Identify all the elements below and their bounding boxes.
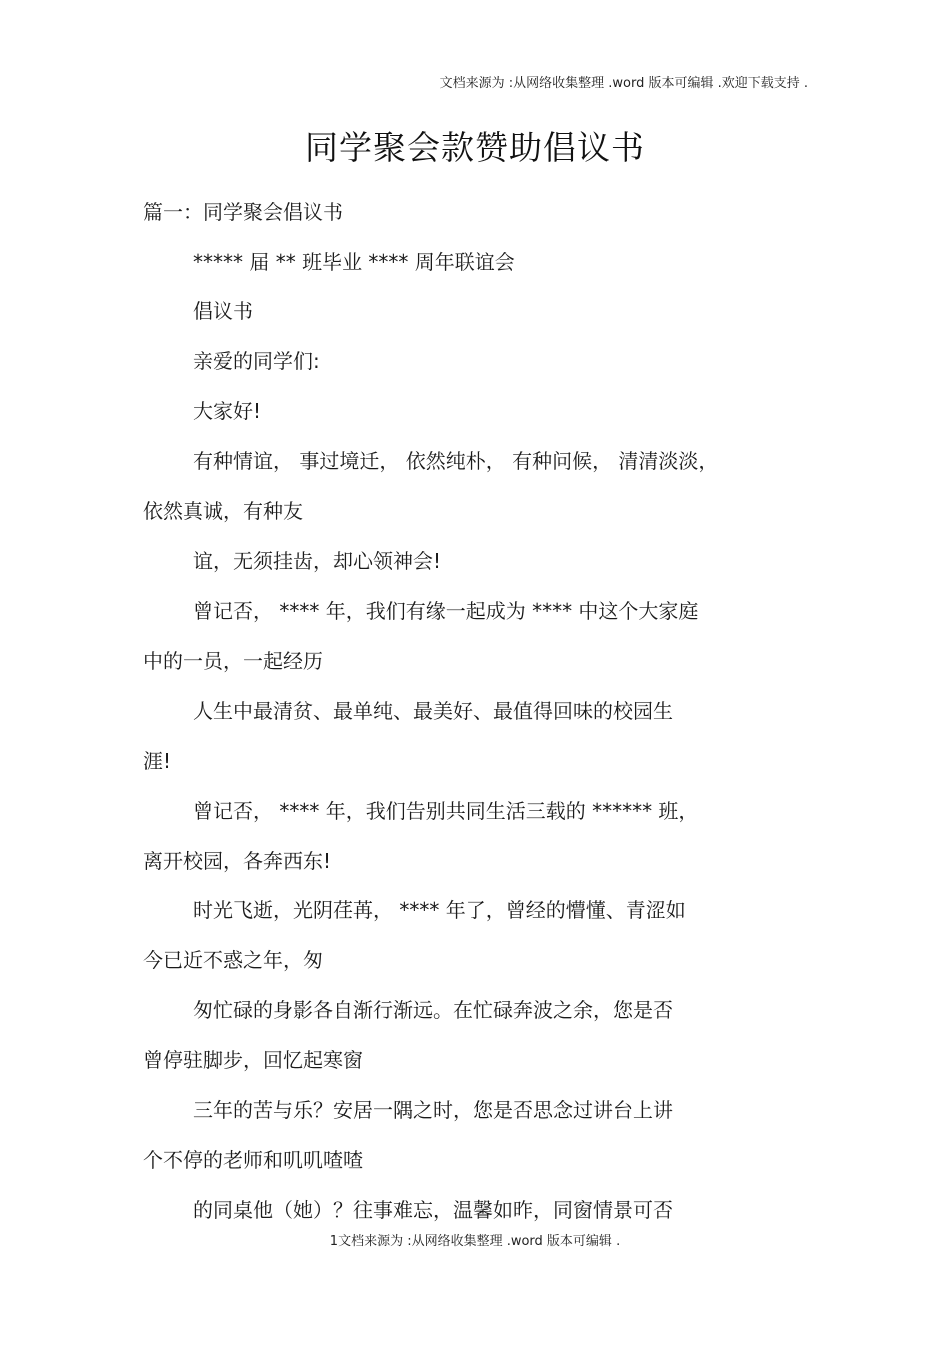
body-line: 中的一员，一起经历 xyxy=(143,649,323,673)
document-title: 同学聚会款赞助倡议书 xyxy=(305,128,645,167)
body-line: 曾停驻脚步，回忆起寒窗 xyxy=(143,1048,363,1072)
body-line: 三年的苦与乐？安居一隅之时，您是否思念过讲台上讲 xyxy=(193,1098,673,1122)
body-line: 大家好! xyxy=(193,399,262,423)
body-line: 个不停的老师和叽叽喳喳 xyxy=(143,1148,363,1172)
document-header-note: 文档来源为 :从网络收集整理 .word 版本可编辑 .欢迎下载支持 . xyxy=(439,76,808,91)
body-line: 涯! xyxy=(143,749,172,773)
body-line: 匆忙碌的身影各自渐行渐远。在忙碌奔波之余，您是否 xyxy=(193,998,673,1022)
body-line: 离开校园，各奔西东! xyxy=(143,849,332,873)
body-line: 倡议书 xyxy=(193,299,253,323)
body-line: ***** 届 ** 班毕业 **** 周年联谊会 xyxy=(193,250,515,274)
body-line: 谊，无须挂齿，却心领神会! xyxy=(193,549,442,573)
body-line: 曾记否， **** 年，我们有缘一起成为 **** 中这个大家庭 xyxy=(193,599,699,623)
body-line: 亲爱的同学们: xyxy=(193,349,320,373)
body-line: 篇一：同学聚会倡议书 xyxy=(143,200,343,224)
body-line: 的同桌他（她）？往事难忘，温馨如昨，同窗情景可否 xyxy=(193,1198,673,1222)
body-line: 时光飞逝，光阴荏苒， **** 年了，曾经的懵懂、青涩如 xyxy=(193,898,686,922)
body-line: 依然真诚，有种友 xyxy=(143,499,303,523)
body-line: 人生中最清贫、最单纯、最美好、最值得回味的校园生 xyxy=(193,699,673,723)
body-line: 有种情谊， 事过境迁， 依然纯朴， 有种问候， 清清淡淡， xyxy=(193,449,719,473)
document-footer-note: 1文档来源为 :从网络收集整理 .word 版本可编辑 . xyxy=(329,1234,621,1249)
body-line: 曾记否， **** 年，我们告别共同生活三载的 ****** 班， xyxy=(193,799,699,823)
body-line: 今已近不惑之年，匆 xyxy=(143,948,323,972)
